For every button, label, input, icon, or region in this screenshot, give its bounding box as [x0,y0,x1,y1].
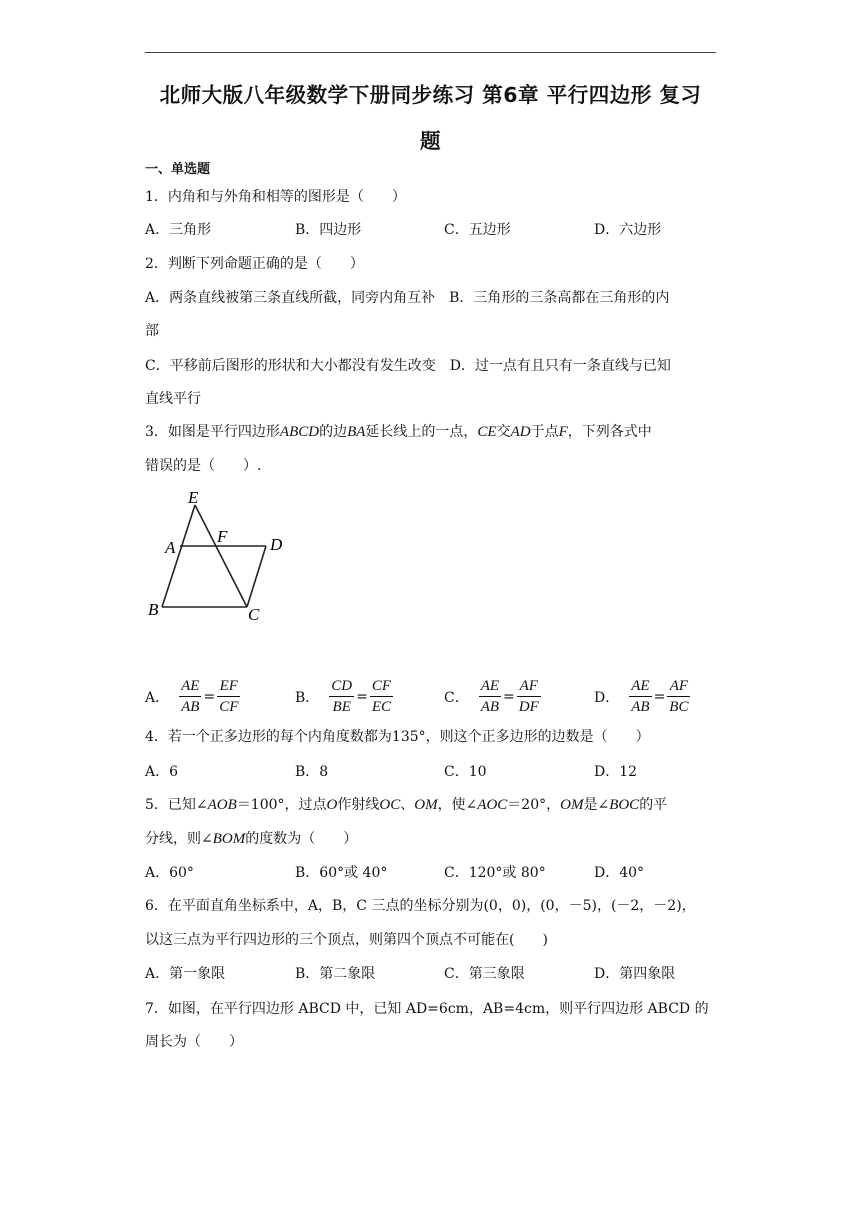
q5-stem-line-1: 5．已知∠AOB＝100°，过点O作射线OC、OM，使∠AOC＝20°，OM是∠BOC的平 [145,797,668,813]
q4-option-a: A．6 [145,764,179,780]
q6-option-d: D．第四象限 [594,966,676,982]
q2-row-2: 部 [145,323,159,339]
section-heading: 一、单选题 [145,162,211,177]
label-d: D [270,535,283,554]
q4-option-d: D．12 [594,764,638,780]
q7-stem-line-1: 7．如图，在平行四边形 ABCD 中，已知 AD=6cm，AB=4cm，则平行四边形 ABCD 的 [145,1001,709,1017]
q5-option-d: D．40° [594,865,645,881]
q5-option-b: B．60°或 40° [295,865,388,881]
q3-figure-parallelogram [140,484,300,629]
q6-option-c: C．第三象限 [444,966,525,982]
segment-ec [195,505,247,607]
q4-stem: 4．若一个正多边形的每个内角度数都为135°，则这个正多边形的边数是（ ） [145,729,650,745]
q3-stem-line-1: 3．如图是平行四边形ABCD的边BA延长线上的一点，CE交AD于点F，下列各式中 [145,424,652,440]
q6-option-a: A．第一象限 [145,966,226,982]
q3-stem-line-2: 错误的是（ ）. [145,458,262,474]
q3-option-b: B． $\frac{CD}{BE}$ = $\frac{CF}{EC}$ [295,678,392,715]
q6-stem-line-1: 6．在平面直角坐标系中，A，B，C 三点的坐标分别为(0，0)，(0，－5)，(－2，－2)， [145,898,696,914]
q2-row-3: C．平移前后图形的形状和大小都没有发生改变 D．过一点有且只有一条直线与已知 [145,358,671,374]
page-title [145,72,716,164]
label-b: B [148,600,159,619]
q5-stem-line-2: 分线，则∠BOM的度数为（ ） [145,831,358,847]
q4-option-c: C．10 [444,764,487,780]
q4-option-b: B．8 [295,764,329,780]
q5-option-c: C．120°或 80° [444,865,546,881]
q6-option-b: B．第二象限 [295,966,376,982]
q3-option-d: D． $\frac{AE}{AB}$ = $\frac{AF}{BC}$ [594,678,689,715]
label-e: E [188,488,199,507]
q1-option-d: D．六边形 [594,222,662,238]
q2-row-4: 直线平行 [145,391,201,407]
q7-stem-line-2: 周长为（ ） [145,1034,243,1050]
q1-stem: 1．内角和与外角和相等的图形是（ ） [145,189,406,205]
label-a: A [165,538,176,557]
label-c: C [248,605,260,624]
q6-stem-line-2: 以这三点为平行四边形的三个顶点，则第四个顶点不可能在( ) [145,932,548,948]
q2-stem: 2．判断下列命题正确的是（ ） [145,256,364,272]
q1-option-a: A．三角形 [145,222,212,238]
q1-option-b: B．四边形 [295,222,362,238]
segment-dc [247,546,266,607]
title-line-2: 题 [420,129,441,153]
q2-row-1: A．两条直线被第三条直线所截，同旁内角互补 B．三角形的三条高都在三角形的内 [145,290,670,306]
header-rule [145,52,716,53]
label-f: F [217,527,228,546]
title-line-1: 北师大版八年级数学下册同步练习 第6章 平行四边形 复习 [159,83,702,107]
q3-option-c: C． $\frac{AE}{AB}$ = $\frac{AF}{DF}$ [444,678,539,715]
q3-option-a: A． $\frac{AE}{AB}$ = $\frac{EF}{CF}$ [145,678,239,715]
q1-option-c: C．五边形 [444,222,511,238]
q5-option-a: A．60° [145,865,194,881]
